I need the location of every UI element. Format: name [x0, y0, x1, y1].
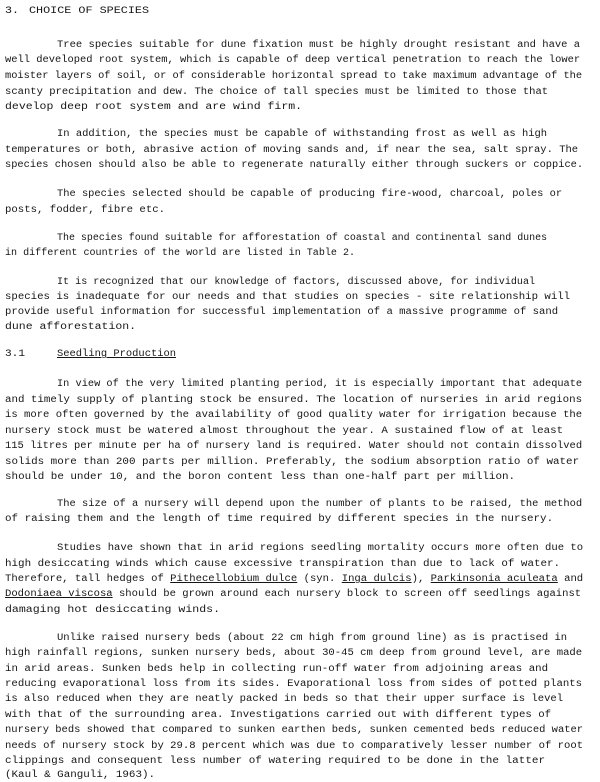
subsection-title: Seedling Production [57, 349, 177, 360]
paragraph-2-line: In addition, the species must be capable of withstanding frost as well as high [57, 129, 548, 140]
paragraph-4-line: in different countries of the world are listed in Table 2. [5, 248, 356, 259]
paragraph-5-line: It is recognized that our knowledge of factors, discussed above, for individual [57, 277, 536, 288]
paragraph-9-line: nursery beds showed that compared to sunken earthen beds, sunken cemented beds reduced water [5, 725, 584, 736]
paragraph-2-line: temperatures or both, abrasive action of moving sands and, if near the sea, salt spray. The [5, 145, 579, 156]
paragraph-1-line: Tree species suitable for dune fixation must be highly drought resistant and have a [57, 40, 581, 51]
species-name: Parkinsonia aculeata [430, 574, 558, 585]
paragraph-1-line: scanty precipitation and dew. The choice of tall species must be limited to those that [5, 87, 549, 98]
paragraph-8-text: Therefore, tall hedges of [5, 574, 171, 585]
paragraph-9-line: Unlike raised nursery beds (about 22 cm high from ground line) as is practised in [57, 633, 568, 644]
section-title: CHOICE OF SPECIES [29, 6, 150, 17]
paragraph-7-line: The size of a nursery will depend upon the number of plants to be raised, the method [57, 499, 583, 510]
paragraph-8-text: should be grown around each nursery block to screen off seedlings against [112, 589, 582, 600]
paragraph-9-line: reducing evaporational loss from its sides. Evaporational loss from sides of potted plants [5, 679, 583, 690]
paragraph-9-line: with that of the surrounding area. Investigations carried out with different types of [5, 710, 552, 721]
subsection-number: 3.1 [5, 349, 26, 360]
paragraph-6-line: solids more than 200 parts per million. Preferably, the sodium absorption ratio of water [5, 457, 580, 468]
paragraph-5-line: dune afforestation. [5, 322, 137, 333]
paragraph-1-line: well developed root system, which is capable of deep vertical penetration to reach the lower [5, 55, 581, 66]
paragraph-8-line: high desiccating winds which cause excessive transpiration than due to lack of water. [5, 559, 561, 570]
paragraph-9-line: needs of nursery stock by 29.8 percent which was due to comparatively lesser number of root [5, 741, 584, 752]
paragraph-9-line: is also reduced when they are neatly packed in beds so that their upper surface is level [5, 694, 564, 705]
species-name: Inga dulcis [341, 574, 412, 585]
paragraph-4-line: The species found suitable for afforestation of coastal and continental sand dunes [57, 233, 548, 244]
paragraph-9-line: clippings and consequent less number of watering required to be done in the latter [5, 756, 546, 767]
paragraph-8-line [5, 589, 581, 601]
paragraph-3-line: posts, fodder, fibre etc. [5, 205, 166, 216]
paragraph-6-line: should be under 10, and the boron content less than one-half part per million. [5, 472, 516, 483]
paragraph-8-text: and [557, 574, 584, 585]
paragraph-8-line: Studies have shown that in arid regions seedling mortality occurs more often due to [57, 543, 584, 554]
paragraph-9-line: high rainfall regions, sunken nursery beds, about 30-45 cm deep from ground level, are made [5, 648, 583, 659]
paragraph-9-line: in arid areas. Sunken beds help in collecting run-off water from adjoining areas and [5, 664, 549, 675]
paragraph-2-line: species chosen should also be able to regenerate naturally either through suckers or coppice. [5, 160, 584, 171]
paragraph-3-line: The species selected should be capable of producing fire-wood, charcoal, poles or [57, 189, 563, 200]
paragraph-8-text: (syn. [297, 574, 342, 585]
paragraph-6-line: 115 litres per minute per ha of nursery land is required. Water should not contain dissolved [5, 441, 583, 452]
paragraph-5-line: species is inadequate for our needs and that studies on species - site relationship will [5, 292, 571, 303]
paragraph-8-text: ), [411, 574, 431, 585]
paragraph-6-line: In view of the very limited planting period, it is especially important that adequate [57, 379, 583, 390]
paragraph-6-line: is more often governed by the availability of good quality water for irrigation because the [5, 410, 583, 421]
paragraph-9-line: (Kaul & Ganguli, 1963). [5, 770, 156, 781]
paragraph-5-line: provide useful information for successful implementation of a massive programme of sand [5, 307, 559, 318]
paragraph-8-line: damaging hot desiccating winds. [5, 605, 221, 616]
section-number: 3. [5, 6, 20, 17]
paragraph-1-line: moister layers of soil, or of considerable horizontal spread to take maximum advantage of the [5, 71, 583, 82]
species-name: Pithecellobium dulce [170, 574, 298, 585]
species-name: Dodoniaea viscosa [5, 589, 113, 600]
paragraph-6-line: and timely supply of planting stock be ensured. The location of nurseries in arid regions [5, 395, 583, 406]
paragraph-6-line: nursery stock must be watered almost throughout the year. A sustained flow of at least [5, 426, 564, 437]
paragraph-8-line [5, 574, 583, 586]
paragraph-1-line: develop deep root system and are wind firm. [5, 102, 303, 113]
paragraph-7-line: of raising them and the length of time required by different species in the nursery. [5, 514, 554, 525]
